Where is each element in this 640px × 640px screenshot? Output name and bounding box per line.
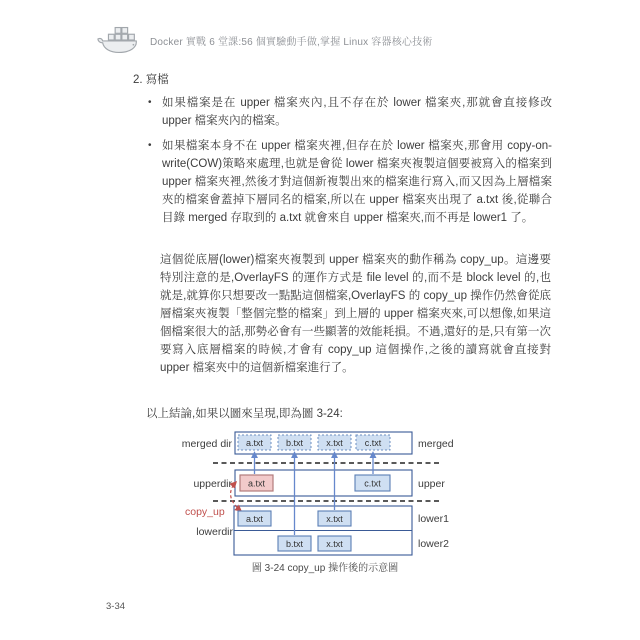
body-paragraph: 這個從底層(lower)檔案夾複製到 upper 檔案夾的動作稱為 copy_up。這邊要特別注意的是,OverlayFS 的運作方式是 file level 的,而不是 block level 的,也就是,就算你只想要改一點點這個檔案,OverlayFS 的 copy_up 操作仍然會從底層檔案夾複製「整個完整的檔案」到上層的 upper 檔案夾來,可以想像,如果這個檔案很大的話,那勢必會有一些顯著的效能耗損。不過,還好的是,只有第一次要寫入底層檔案的時候,才會有 copy_up 這個操作,之後的讀寫就會直接對 upper 檔案夾中的這個新檔案進行了。: [160, 254, 551, 374]
overlayfs-diagram: [170, 428, 480, 560]
page-number: 3-34: [106, 601, 126, 612]
copy-up-label: copy_up: [185, 506, 225, 518]
lowerdir-label: lowerdir: [196, 526, 233, 538]
docker-whale-icon: [96, 24, 142, 56]
file-label: a.txt: [247, 478, 266, 489]
upperdir-label: upperdir: [193, 478, 232, 490]
bullet-marker: •: [148, 97, 152, 108]
merged-dir-label: merged dir: [181, 438, 232, 450]
lower2-layer-label: lower2: [418, 538, 449, 550]
book-title: Docker 實戰 6 堂課:56 個實驗動手做,掌握 Linux 容器核心技術: [150, 36, 433, 48]
bullet-marker: •: [148, 140, 152, 151]
figure-caption: 圖 3-24 copy_up 操作後的示意圖: [251, 563, 399, 574]
lower1-layer-label: lower1: [418, 513, 449, 525]
file-label: c.txt: [364, 478, 381, 489]
page-header: [96, 24, 433, 56]
list-item: [148, 137, 552, 227]
file-label: b.txt: [285, 438, 304, 448]
merged-layer-label: merged: [418, 438, 454, 450]
file-label: x.txt: [326, 438, 343, 448]
bullet-list: [148, 94, 552, 234]
file-label: a.txt: [245, 514, 264, 524]
upper-layer-label: upper: [418, 478, 445, 490]
list-item: [148, 94, 552, 130]
file-label: x.txt: [326, 514, 343, 524]
bullet-text: 如果檔案本身不在 upper 檔案夾裡,但存在於 lower 檔案夾,那會用 copy-on-write(COW)策略來處理,也就是會從 lower 檔案夾複製這個要被寫入的檔案到 upper 檔案夾裡,然後才對這個新複製出來的檔案進行寫入,而又因為上層檔案夾的檔案會蓋掉下層同名的檔案,所以在 upper 檔案夾出現了 a.txt 後,從聯合目錄 merged 存取到的 a.txt 就會來自 upper 檔案夾,而不再是 lower1 了。: [162, 140, 552, 224]
file-label: c.txt: [364, 438, 382, 448]
file-label: a.txt: [245, 438, 264, 448]
bullet-text: 如果檔案是在 upper 檔案夾內,且不存在於 lower 檔案夾,那就會直接修改 upper 檔案夾內的檔案。: [162, 97, 552, 127]
figure-3-24: [170, 428, 480, 560]
file-label: x.txt: [326, 539, 343, 549]
file-label: b.txt: [285, 539, 304, 549]
figure-intro: 以上結論,如果以圖來呈現,即為圖 3-24:: [146, 408, 343, 420]
section-heading: 2. 寫檔: [133, 74, 169, 86]
